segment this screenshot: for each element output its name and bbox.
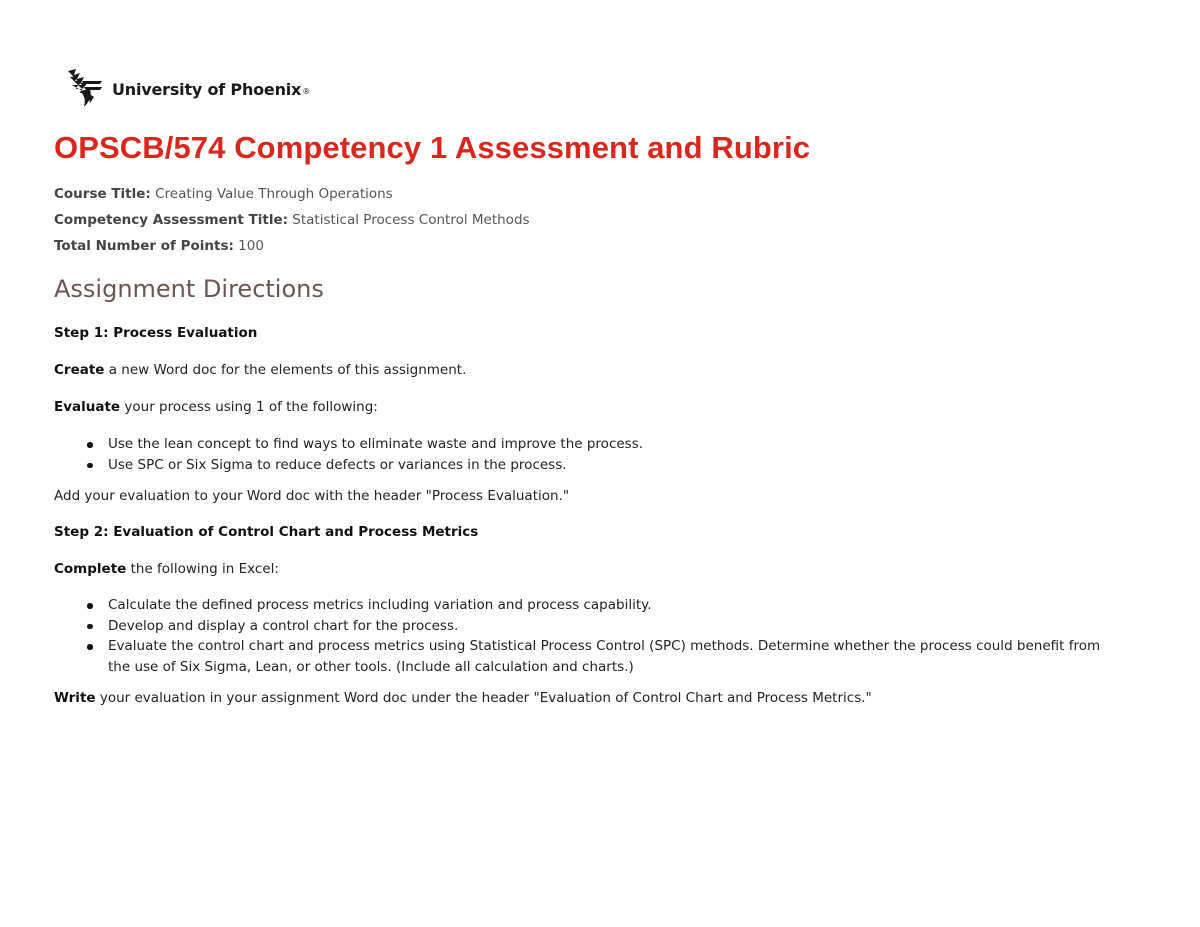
- phoenix-bird-icon: [64, 67, 104, 109]
- course-title-line: [54, 186, 393, 202]
- bullet-icon: [87, 603, 93, 609]
- total-points-value: 100: [233, 238, 264, 254]
- step1-heading: Step 1: Process Evaluation: [54, 325, 258, 341]
- step1-evaluate-instruction: Evaluate your process using 1 of the following:: [54, 399, 378, 415]
- list-item: Use the lean concept to find ways to eliminate waste and improve the process.: [54, 434, 1122, 455]
- list-item: Evaluate the control chart and process metrics using Statistical Process Control (SPC) methods. Determine whether the process could benefit from the use of Six Sigma, Lean, or other tools. (Include all calculation and charts.): [54, 636, 1122, 677]
- total-points-label: Total Number of Points:: [54, 238, 234, 254]
- list-item: Calculate the defined process metrics including variation and process capability.: [54, 595, 1122, 616]
- bullet-icon: [87, 624, 93, 630]
- page-title: OPSCB/574 Competency 1 Assessment and Rubric: [54, 130, 811, 165]
- step2-write-instruction: Write your evaluation in your assignment Word doc under the header "Evaluation of Control Chart and Process Metrics.": [54, 690, 872, 706]
- assignment-directions-heading: Assignment Directions: [54, 275, 324, 303]
- logo-wordmark: University of Phoenix®: [112, 79, 310, 99]
- university-logo: [64, 66, 310, 110]
- step2-bullet-list: [54, 595, 1122, 677]
- step1-bullet-list: [54, 434, 1122, 475]
- bullet-icon: [87, 644, 93, 650]
- list-item: Use SPC or Six Sigma to reduce defects or variances in the process.: [54, 455, 1122, 476]
- step2-heading: Step 2: Evaluation of Control Chart and Process Metrics: [54, 524, 479, 540]
- course-title-label: Course Title:: [54, 186, 151, 202]
- bullet-icon: [87, 463, 93, 469]
- assessment-title-value: Statistical Process Control Methods: [288, 212, 530, 228]
- course-title-value: Creating Value Through Operations: [150, 186, 393, 202]
- assessment-title-line: [54, 212, 530, 228]
- step2-complete-instruction: Complete the following in Excel:: [54, 561, 279, 577]
- assessment-title-label: Competency Assessment Title:: [54, 212, 288, 228]
- step1-create-instruction: Create a new Word doc for the elements of this assignment.: [54, 362, 467, 378]
- bullet-icon: [87, 442, 93, 448]
- list-item: Develop and display a control chart for the process.: [54, 616, 1122, 637]
- total-points-line: [54, 238, 264, 254]
- step1-add-evaluation-text: Add your evaluation to your Word doc with the header "Process Evaluation.": [54, 488, 570, 504]
